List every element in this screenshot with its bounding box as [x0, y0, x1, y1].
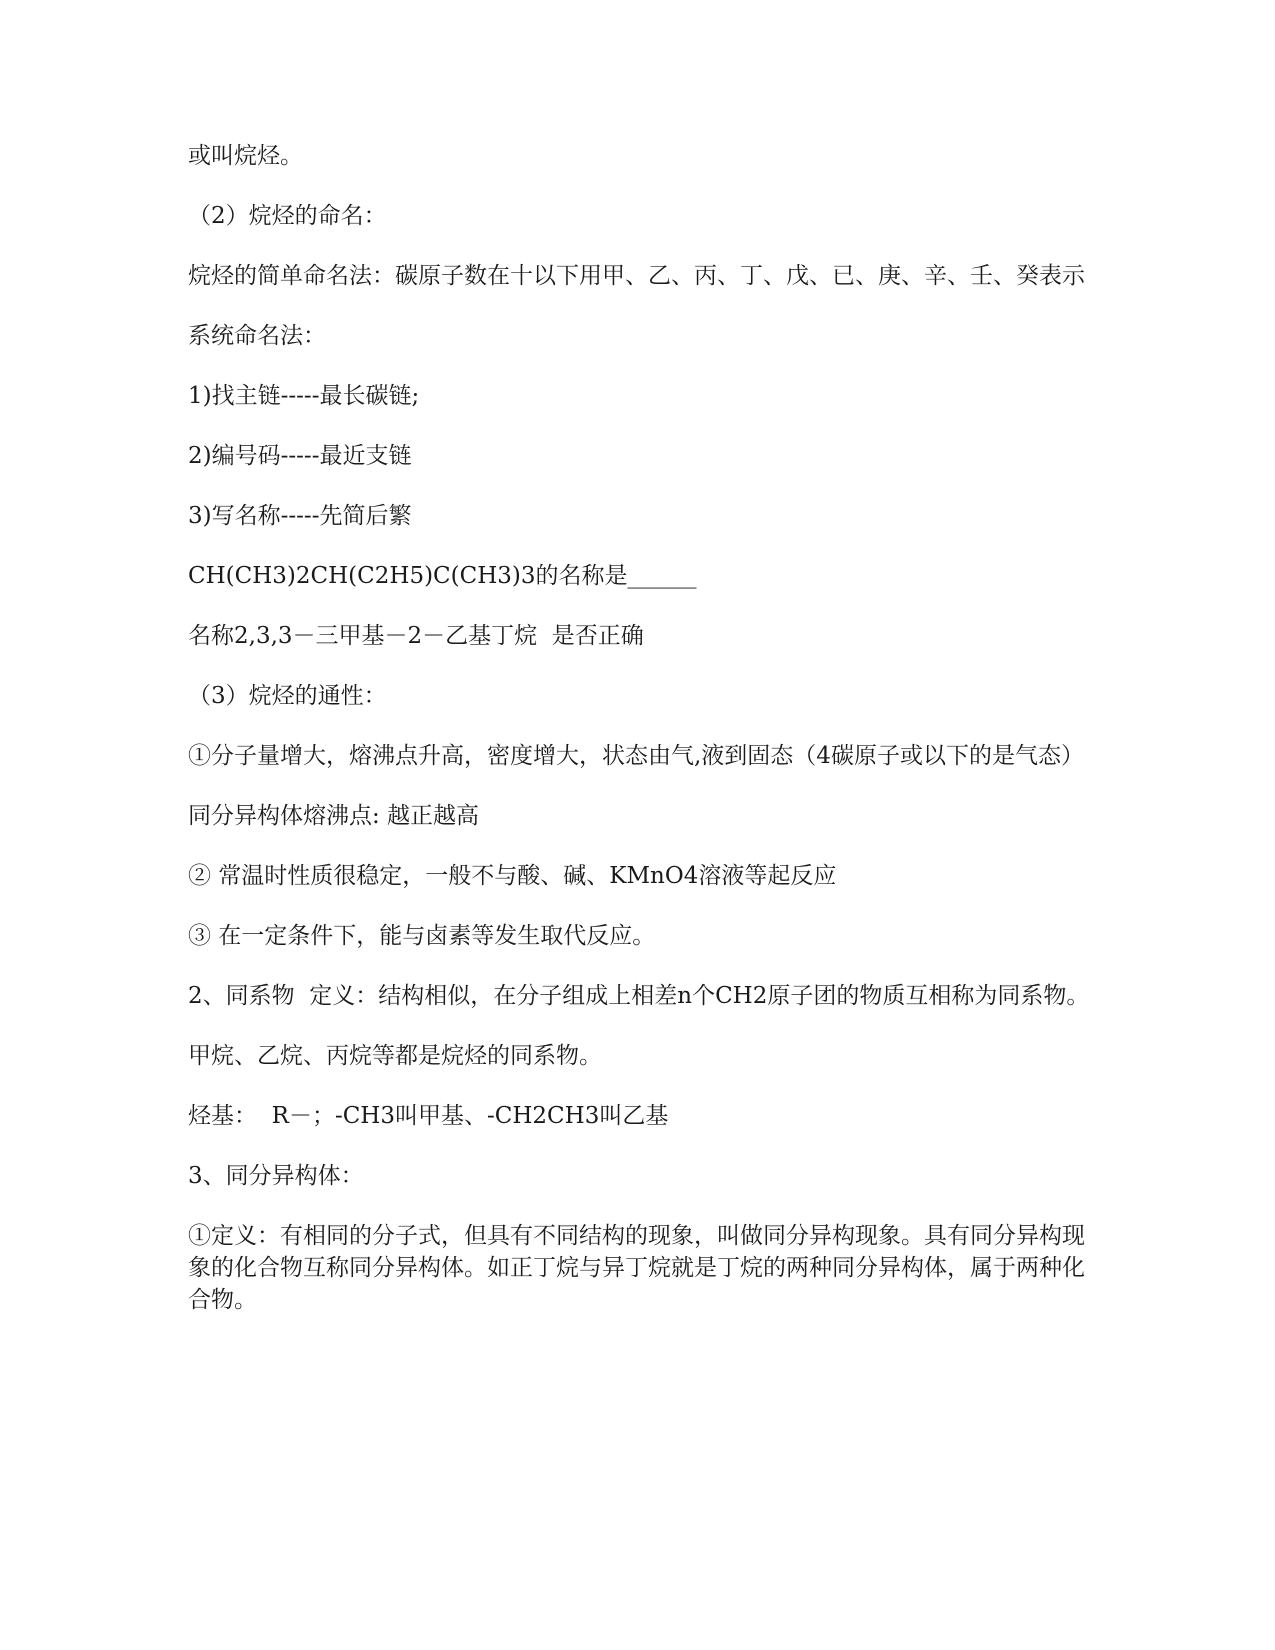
paragraph-systematic-naming-heading: 系统命名法： [188, 323, 326, 349]
paragraph-homolog-definition: 2、同系物 定义：结构相似，在分子组成上相差n个CH2原子团的物质互相称为同系物。 [188, 983, 1090, 1009]
paragraph-naming-check: 名称2,3,3－三甲基－2－乙基丁烷 是否正确 [188, 623, 644, 649]
paragraph-simple-naming: 烷烃的简单命名法：碳原子数在十以下用甲、乙、丙、丁、戊、已、庚、辛、壬、癸表示 [188, 263, 1085, 289]
document-body [188, 140, 1093, 1344]
paragraph-alkane-definition-end: 或叫烷烃。 [188, 143, 303, 169]
paragraph-isomer-boiling-point: 同分异构体熔沸点: 越正越高 [188, 803, 480, 829]
paragraph-hydrocarbon-radical: 烃基： R－；-CH3叫甲基、-CH2CH3叫乙基 [188, 1103, 669, 1129]
paragraph-step-write-name: 3)写名称-----先简后繁 [188, 503, 412, 529]
paragraph-property-3: ③ 在一定条件下，能与卤素等发生取代反应。 [188, 923, 656, 949]
paragraph-isomer-definition: ①定义：有相同的分子式，但具有不同结构的现象，叫做同分异构现象。具有同分异构现象的化合物互称同分异构体。如正丁烷与异丁烷就是丁烷的两种同分异构体，属于两种化合物。 [188, 1223, 1085, 1313]
paragraph-step-numbering: 2)编号码-----最近支链 [188, 443, 412, 469]
paragraph-properties-heading: （3）烷烃的通性： [188, 683, 387, 709]
paragraph-property-1: ①分子量增大，熔沸点升高，密度增大，状态由气,液到固态（4碳原子或以下的是气态） [188, 743, 1084, 769]
paragraph-step-main-chain: 1)找主链-----最长碳链; [188, 383, 420, 409]
paragraph-property-2: ② 常温时性质很稳定，一般不与酸、碱、KMnO4溶液等起反应 [188, 863, 837, 889]
paragraph-naming-question: CH(CH3)2CH(C2H5)C(CH3)3的名称是______ [188, 563, 697, 589]
paragraph-homolog-examples: 甲烷、乙烷、丙烷等都是烷烃的同系物。 [188, 1043, 602, 1069]
paragraph-alkane-naming-heading: （2）烷烃的命名： [188, 203, 387, 229]
paragraph-isomer-heading: 3、同分异构体： [188, 1163, 364, 1189]
